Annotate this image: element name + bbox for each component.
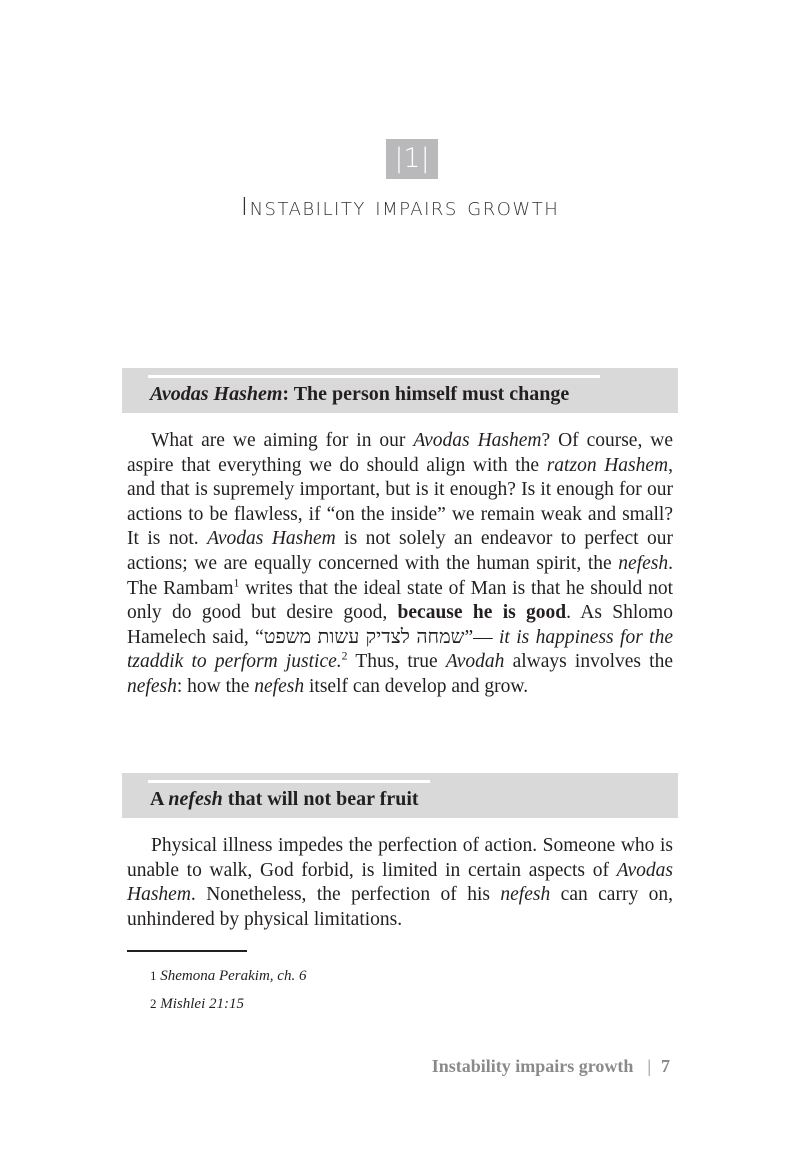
section-heading-1 bbox=[122, 368, 678, 413]
footer-title: Instability impairs growth bbox=[431, 1056, 634, 1076]
hebrew-quote: שמחה לצדיק עשות משפט bbox=[263, 626, 465, 648]
heading-accent-bar bbox=[148, 780, 430, 783]
section-2-body bbox=[127, 834, 673, 932]
footer-separator: | bbox=[647, 1056, 651, 1076]
section-heading-2-text: A nefesh that will not bear fruit bbox=[150, 788, 419, 810]
page-number: 7 bbox=[661, 1056, 670, 1076]
footnote-2: 2 Mishlei 21:15 bbox=[150, 996, 244, 1012]
chapter-number-badge: |1| bbox=[385, 138, 439, 180]
footnote-1: 1 Shemona Perakim, ch. 6 bbox=[150, 968, 307, 984]
section-heading-2 bbox=[122, 773, 678, 818]
paragraph: What are we aiming for in our Avodas Hashem? Of course, we aspire that everything we do should align with the ratzon Hashem, and that is supremely important, but is it enough? Is it enough for our actions to be flawless, if “on the inside” we remain weak and small? It is not. Avodas Hashem is not solely an endeavor to perfect our actions; we are equally concerned with the human spirit, the nefesh. The Rambam$^1$ writes that the ideal state of Man is that he should not only do good but desire good, because he is good. As Shlomo Hamelech said, “שמחה לצדיק עשות משפט”— it is happiness for the tzaddik to perform justice.$^2$ Thus, true Avodah always involves the nefesh: how the nefesh itself can develop and grow. bbox=[127, 430, 674, 697]
running-footer bbox=[432, 1056, 670, 1077]
section-heading-1-text: Avodas Hashem: The person himself must change bbox=[150, 383, 570, 405]
chapter-title: Instability impairs growth bbox=[240, 192, 560, 221]
heading-accent-bar bbox=[148, 375, 600, 378]
paragraph: Physical illness impedes the perfection of action. Someone who is unable to walk, God forbid, is limited in certain aspects of Avodas Hashem. Nonetheless, the perfection of his nefesh can carry on, unhindered by physical limitations. bbox=[127, 835, 673, 930]
section-1-body bbox=[127, 429, 673, 700]
footnote-ref: 2 bbox=[341, 649, 348, 663]
footnote-divider bbox=[127, 950, 247, 952]
footnote-ref: 1 bbox=[233, 576, 240, 590]
